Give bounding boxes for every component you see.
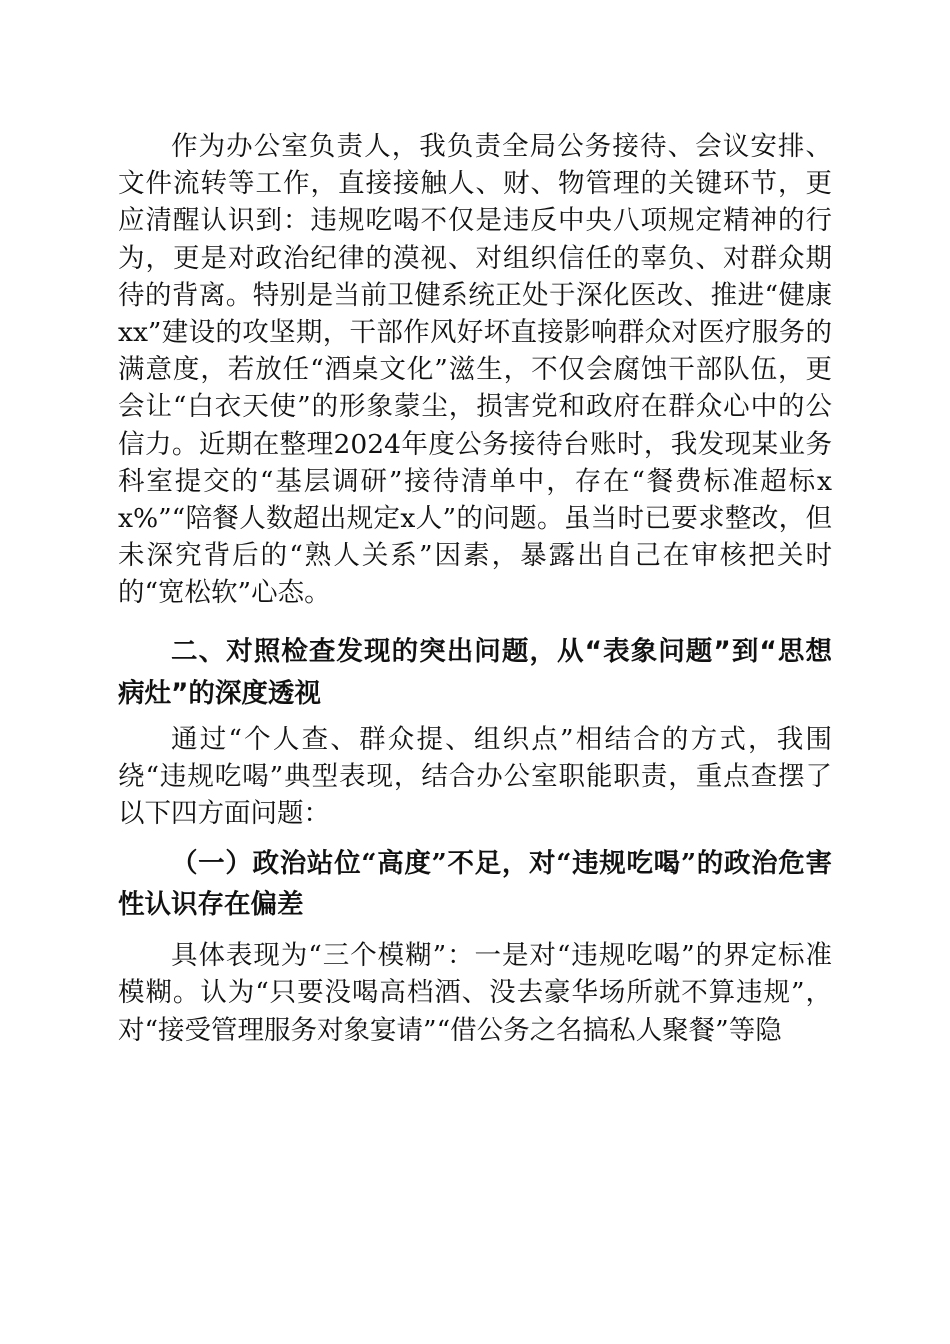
subsection-heading-one: （一）政治站位“高度”不足，对“违规吃喝”的政治危害性认识存在偏差	[118, 848, 832, 921]
body-paragraph-responsibility: 作为办公室负责人，我负责全局公务接待、会议安排、文件流转等工作，直接接触人、财、物管理的关键环节，更应清醒认识到：违规吃喝不仅是违反中央八项规定精神的行为，更是对政治纪律的漠视、对组织信任的辜负、对群众期待的背离。特别是当前卫健系统正处于深化医改、推进“健康xx”建设的攻坚期，干部作风好坏直接影响群众对医疗服务的满意度，若放任“酒桌文化”滋生，不仅会腐蚀干部队伍，更会让“白衣天使”的形象蒙尘，损害党和政府在群众心中的公信力。近期在整理2024年度公务接待台账时，我发现某业务科室提交的“基层调研”接待清单中，存在“餐费标准超标xx%”“陪餐人数超出规定x人”的问题。虽当时已要求整改，但未深究背后的“熟人关系”因素，暴露出自己在审核把关时的“宽松软”心态。	[118, 131, 832, 609]
section-heading-two: 二、对照检查发现的突出问题，从“表象问题”到“思想病灶”的深度透视	[118, 635, 832, 709]
body-paragraph-method: 通过“个人查、群众提、组织点”相结合的方式，我围绕“违规吃喝”典型表现，结合办公室职能职责，重点查摆了以下四方面问题：	[118, 723, 832, 830]
document-page	[118, 128, 832, 1049]
body-paragraph-three-blurs: 具体表现为“三个模糊”：一是对“违规吃喝”的界定标准模糊。认为“只要没喝高档酒、没去豪华场所就不算违规”，对“接受管理服务对象宴请”“借公务之名搞私人聚餐”等隐	[118, 940, 832, 1046]
